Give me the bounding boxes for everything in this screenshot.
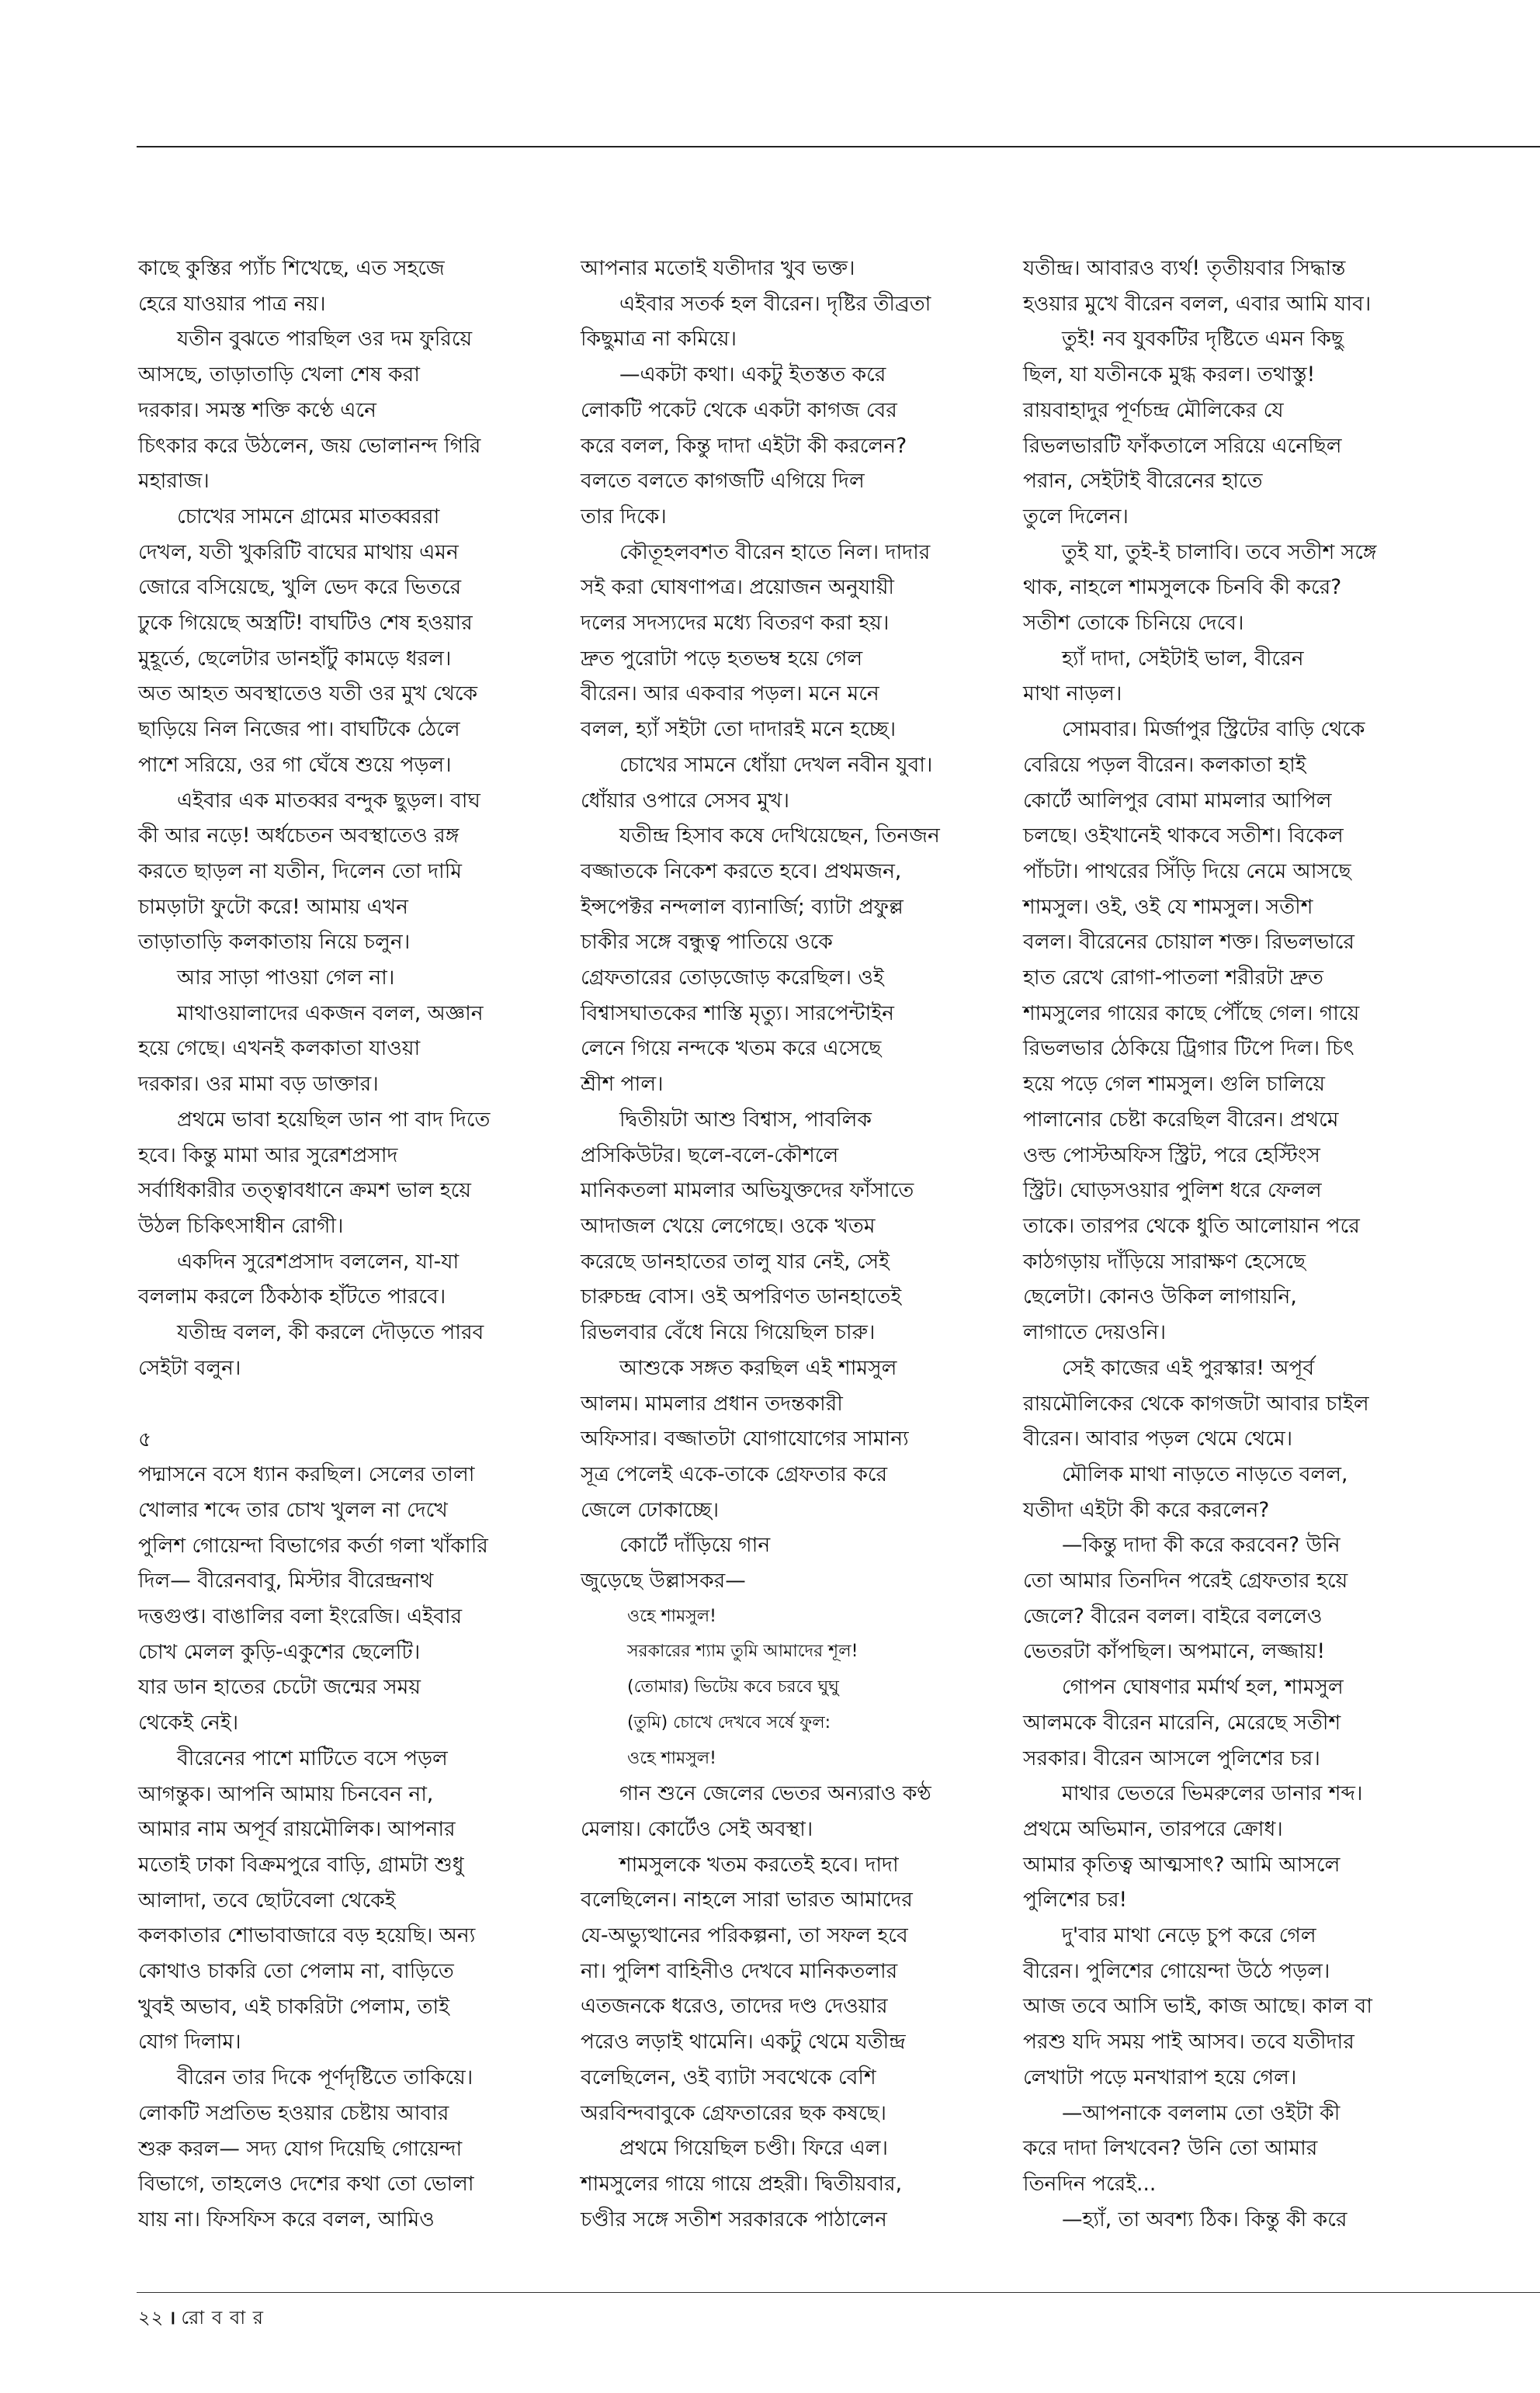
text-line: বজ্জাতকে নিকেশ করতে হবে। প্রথমজন, xyxy=(581,858,902,883)
text-line: কিছুমাত্র না কমিয়ে। xyxy=(581,327,737,352)
text-line: ওল্ড পোস্টঅফিস স্ট্রিট, পরে হেস্টিংস xyxy=(1023,1143,1320,1167)
text-line: পুলিশ গোয়েন্দা বিভাগের কর্তা গলা খাঁকারি xyxy=(138,1533,488,1558)
text-line: খোলার শব্দে তার চোখ খুলল না দেখে xyxy=(138,1497,448,1522)
song-line: (তোমার) ভিটেয় কবে চরবে ঘুঘু xyxy=(627,1677,839,1698)
text-line: আমার নাম অপূর্ব রায়মৌলিক। আপনার xyxy=(138,1817,456,1842)
text-line: বিভাগে, তাহলেও দেশের কথা তো ভোলা xyxy=(138,2172,474,2197)
text-line: দ্রুত পুরোটা পড়ে হতভম্ব হয়ে গেল xyxy=(581,646,863,671)
song-line: (তুমি) চোখে দেখবে সর্ষে ফুল: xyxy=(627,1712,831,1732)
text-line: বললাম করলে ঠিকঠাক হাঁটতে পারবে। xyxy=(138,1285,446,1309)
text-line: অরবিন্দবাবুকে গ্রেফতারের ছক কষছে। xyxy=(581,2100,887,2125)
text-line: গান শুনে জেলের ভেতর অন্যরাও কণ্ঠ xyxy=(619,1781,931,1806)
text-line: হয়ে গেছে। এখনই কলকাতা যাওয়া xyxy=(138,1036,421,1061)
song-line: ওহে শামসুল! xyxy=(627,1748,716,1768)
text-line: বীরেন। আর একবার পড়ল। মনে মনে xyxy=(581,681,879,706)
text-line: যতীন বুঝতে পারছিল ওর দম ফুরিয়ে xyxy=(177,327,473,352)
text-line: কাছে কুস্তির প্যাঁচ শিখেছে, এত সহজে xyxy=(138,256,445,280)
text-column-1 xyxy=(138,251,557,2238)
text-line: প্রথমে ভাবা হয়েছিল ডান পা বাদ দিতে xyxy=(177,1107,491,1132)
song-line: ওহে শামসুল! xyxy=(627,1606,716,1626)
text-line: আলাদা, তবে ছোটবেলা থেকেই xyxy=(138,1888,396,1913)
text-line: খুবই অভাব, এই চাকরিটা পেলাম, তাই xyxy=(138,1994,450,2019)
text-line: ভেতরটা কাঁপছিল। অপমানে, লজ্জায়! xyxy=(1023,1639,1326,1664)
text-line: ছেলেটা। কোনও উকিল লাগায়নি, xyxy=(1023,1285,1297,1309)
magazine-name: রো ব বা র xyxy=(181,2307,264,2329)
text-line: মতোই ঢাকা বিক্রমপুরে বাড়ি, গ্রামটা শুধু xyxy=(138,1852,464,1877)
text-line: সেই কাজের এই পুরস্কার! অপূর্ব xyxy=(1062,1355,1315,1380)
song-line: সরকারের শ্যাম তুমি আমাদের শূল! xyxy=(627,1642,858,1662)
text-line: মেলায়। কোর্টেও সেই অবস্থা। xyxy=(581,1816,813,1841)
text-line: তো আমার তিনদিন পরেই গ্রেফতার হয়ে xyxy=(1023,1569,1348,1594)
text-line: সতীশ তোকে চিনিয়ে দেবে। xyxy=(1023,611,1244,636)
top-rule xyxy=(137,146,1540,147)
text-line: মৌলিক মাথা নাড়তে নাড়তে বলল, xyxy=(1062,1462,1348,1486)
text-line: শামসুলকে খতম করতেই হবে। দাদা xyxy=(619,1852,899,1877)
text-line: কলকাতার শোভাবাজারে বড় হয়েছি। অন্য xyxy=(138,1923,476,1948)
text-line: যোগ দিলাম। xyxy=(138,2030,241,2055)
text-line: তার দিকে। xyxy=(581,504,667,529)
text-line: —একটা কথা। একটু ইতস্তত করে xyxy=(619,362,886,387)
text-line: একদিন সুরেশপ্রসাদ বললেন, যা-যা xyxy=(177,1249,460,1274)
text-line: সরকার। বীরেন আসলে পুলিশের চর। xyxy=(1023,1746,1320,1770)
text-line: মাথাওয়ালাদের একজন বলল, অজ্ঞান xyxy=(177,1001,484,1025)
text-line: দ্বিতীয়টা আশু বিশ্বাস, পাবলিক xyxy=(619,1107,872,1132)
text-line: আদাজল খেয়ে লেগেছে। ওকে খতম xyxy=(581,1213,876,1238)
text-line: আপনার মতোই যতীদার খুব ভক্ত। xyxy=(581,256,855,280)
text-line: গোপন ঘোষণার মর্মার্থ হল, শামসুল xyxy=(1062,1675,1344,1700)
text-line: হাত রেখে রোগা-পাতলা শরীরটা দ্রুত xyxy=(1023,966,1323,990)
text-line: সূত্র পেলেই একে-তাকে গ্রেফতার করে xyxy=(581,1462,888,1486)
text-line: ইন্সপেক্টর নন্দলাল ব্যানার্জি; ব্যাটা প্রফুল্ল xyxy=(581,894,904,919)
text-line: পাশে সরিয়ে, ওর গা ঘেঁষে শুয়ে পড়ল। xyxy=(138,752,452,777)
text-line: দু'বার মাথা নেড়ে চুপ করে গেল xyxy=(1062,1923,1316,1948)
text-line: আলম। মামলার প্রধান তদন্তকারী xyxy=(581,1391,843,1416)
footer-separator: । xyxy=(168,2307,177,2329)
text-line: বীরেন। আবার পড়ল থেমে থেমে। xyxy=(1023,1427,1293,1451)
text-line: পদ্মাসনে বসে ধ্যান করছিল। সেলের তালা xyxy=(138,1462,475,1487)
text-line: মাথার ভেতরে ভিমরুলের ডানার শব্দ। xyxy=(1062,1781,1363,1806)
text-line: রিভলভার ঠেকিয়ে ট্রিগার টিপে দিল। চিৎ xyxy=(1023,1036,1354,1061)
text-line: দরকার। সমস্ত শক্তি কণ্ঠে এনে xyxy=(138,397,376,422)
text-line: তাড়াতাড়ি কলকাতায় নিয়ে চলুন। xyxy=(138,930,411,955)
text-line: বলল, হ্যাঁ সইটা তো দাদারই মনে হচ্ছে। xyxy=(581,717,897,742)
text-line: তাকে। তারপর থেকে ধুতি আলোয়ান পরে xyxy=(1023,1213,1360,1238)
text-line: বীরেনের পাশে মাটিতে বসে পড়ল xyxy=(177,1746,448,1770)
text-line: হ্যাঁ দাদা, সেইটাই ভাল, বীরেন xyxy=(1062,646,1304,671)
text-line: প্রসিকিউটর। ছলে-বলে-কৌশলে xyxy=(581,1143,839,1167)
text-line: চোখ মেলল কুড়ি-একুশের ছেলেটি। xyxy=(138,1639,421,1664)
text-line: জেলে? বীরেন বলল। বাইরে বললেও xyxy=(1023,1604,1323,1628)
text-line: পুলিশের চর! xyxy=(1023,1888,1128,1913)
text-line: অফিসার। বজ্জাতটা যোগাযোগের সামান্য xyxy=(581,1427,909,1451)
text-line: হওয়ার মুখে বীরেন বলল, এবার আমি যাব। xyxy=(1023,291,1372,316)
text-line: মহারাজ। xyxy=(138,469,210,494)
text-line: বলেছিলেন, ওই ব্যাটা সবথেকে বেশি xyxy=(581,2065,876,2090)
text-line: সোমবার। মির্জাপুর স্ট্রিটের বাড়ি থেকে xyxy=(1062,717,1365,742)
text-line: করে বলল, কিন্তু দাদা এইটা কী করলেন? xyxy=(581,433,907,458)
text-line: মাথা নাড়ল। xyxy=(1023,681,1122,706)
text-line: অত আহত অবস্থাতেও যতী ওর মুখ থেকে xyxy=(138,681,478,706)
text-line: তিনদিন পরেই... xyxy=(1023,2171,1157,2196)
text-line: এতজনকে ধরেও, তাদের দণ্ড দেওয়ার xyxy=(581,1994,888,2019)
text-line: শামসুলের গায়ের কাছে পৌঁছে গেল। গায়ে xyxy=(1023,1001,1360,1025)
text-line: মানিকতলা মামলার অভিযুক্তদের ফাঁসাতে xyxy=(581,1178,914,1203)
text-line: চামড়াটা ফুটো করে! আমায় এখন xyxy=(138,894,408,919)
text-line: কী আর নড়ে! অর্ধচেতন অবস্থাতেও রঙ্গ xyxy=(138,824,460,848)
text-line: জুড়েছে উল্লাসকর— xyxy=(581,1569,746,1594)
text-line: বেরিয়ে পড়ল বীরেন। কলকাতা হাই xyxy=(1023,752,1306,777)
text-line: থাক, নাহলে শামসুলকে চিনবি কী করে? xyxy=(1023,575,1342,600)
text-line: সর্বাধিকারীর তত্ত্বাবধানে ক্রমশ ভাল হয়ে xyxy=(138,1178,471,1203)
text-line: হয়ে পড়ে গেল শামসুল। গুলি চালিয়ে xyxy=(1023,1072,1325,1097)
text-line: বলতে বলতে কাগজটি এগিয়ে দিল xyxy=(581,469,865,494)
text-column-3 xyxy=(1023,251,1442,2237)
text-line: দলের সদস্যদের মধ্যে বিতরণ করা হয়। xyxy=(581,611,890,636)
text-line: তুলে দিলেন। xyxy=(1023,504,1129,529)
text-line: সেইটা বলুন। xyxy=(138,1355,241,1380)
text-line: জোরে বসিয়েছে, খুলি ভেদ করে ভিতরে xyxy=(138,575,462,600)
text-line: ছাড়িয়ে নিল নিজের পা। বাঘটিকে ঠেলে xyxy=(138,717,460,742)
text-line: যতীন্দ্র বলল, কী করলে দৌড়তে পারব xyxy=(177,1320,484,1345)
text-line: পাঁচটা। পাথরের সিঁড়ি দিয়ে নেমে আসছে xyxy=(1023,858,1351,883)
text-line: আমার কৃতিত্ব আত্মসাৎ? আমি আসলে xyxy=(1023,1852,1341,1877)
text-line: চাকীর সঙ্গে বন্ধুত্ব পাতিয়ে ওকে xyxy=(581,930,833,955)
text-line: কাঠগড়ায় দাঁড়িয়ে সারাক্ষণ হেসেছে xyxy=(1023,1249,1306,1274)
text-line: কোর্টে আলিপুর বোমা মামলার আপিল xyxy=(1023,788,1332,813)
text-line: উঠল চিকিৎসাধীন রোগী। xyxy=(138,1213,344,1238)
text-line: যায় না। ফিসফিস করে বলল, আমিও xyxy=(138,2207,435,2232)
text-line: চিৎকার করে উঠলেন, জয় ভোলানন্দ গিরি xyxy=(138,433,481,458)
text-line: তুই যা, তুই-ই চালাবি। তবে সতীশ সঙ্গে xyxy=(1062,539,1377,564)
text-line: স্ট্রিট। ঘোড়সওয়ার পুলিশ ধরে ফেলল xyxy=(1023,1178,1322,1203)
text-line: চলছে। ওইখানেই থাকবে সতীশ। বিকেল xyxy=(1023,824,1344,848)
text-line: ধোঁয়ার ওপারে সেসব মুখ। xyxy=(581,788,789,813)
text-line: কোথাও চাকরি তো পেলাম না, বাড়িতে xyxy=(138,1959,454,1984)
text-line: বলেছিলেন। নাহলে সারা ভারত আমাদের xyxy=(581,1888,913,1913)
text-line: আশুকে সঙ্গত করছিল এই শামসুল xyxy=(619,1355,897,1380)
text-line: করে দাদা লিখবেন? উনি তো আমার xyxy=(1023,2136,1318,2161)
text-line: হেরে যাওয়ার পাত্র নয়। xyxy=(138,291,326,316)
page-number: ২২ xyxy=(138,2307,165,2329)
text-line: —আপনাকে বললাম তো ওইটা কী xyxy=(1062,2100,1341,2125)
text-line: শামসুলের গায়ে গায়ে প্রহরী। দ্বিতীয়বার, xyxy=(581,2171,903,2196)
text-line: লোকটি পকেট থেকে একটা কাগজ বের xyxy=(581,397,897,422)
text-line: হবে। কিন্তু মামা আর সুরেশপ্রসাদ xyxy=(138,1143,398,1167)
text-line: শ্রীশ পাল। xyxy=(581,1072,664,1097)
text-line: রায়মৌলিকের থেকে কাগজটা আবার চাইল xyxy=(1023,1391,1369,1416)
text-line: শুরু করল— সদ্য যোগ দিয়েছি গোয়েন্দা xyxy=(138,2136,463,2161)
text-line: ঢুকে গিয়েছে অস্ত্রটি! বাঘটিও শেষ হওয়ার xyxy=(138,611,473,636)
text-line: তুই! নব যুবকটির দৃষ্টিতে এমন কিছু xyxy=(1062,327,1344,352)
text-line: না। পুলিশ বাহিনীও দেখবে মানিকতলার xyxy=(581,1958,898,1983)
text-line: লাগাতে দেয়ওনি। xyxy=(1023,1320,1167,1345)
text-line: চণ্ডীর সঙ্গে সতীশ সরকারকে পাঠালেন xyxy=(581,2207,887,2232)
text-line: করতে ছাড়ল না যতীন, দিলেন তো দামি xyxy=(138,858,463,883)
text-line: যতীন্দ্র হিসাব কষে দেখিয়েছেন, তিনজন xyxy=(619,824,940,848)
text-line: জেলে ঢোকাচ্ছে। xyxy=(581,1497,720,1522)
text-line: চোখের সামনে গ্রামের মাতব্বররা xyxy=(177,504,440,529)
text-line: চোখের সামনে ধোঁয়া দেখল নবীন যুবা। xyxy=(619,752,933,777)
text-line: —কিন্তু দাদা কী করে করবেন? উনি xyxy=(1062,1533,1341,1558)
text-line: যতীদা এইটা কী করে করলেন? xyxy=(1023,1497,1270,1522)
text-line: বিশ্বাসঘাতকের শাস্তি মৃত্যু। সারপেন্টাইন xyxy=(581,1001,894,1025)
text-line: দত্তগুপ্ত। বাঙালির বলা ইংরেজি। এইবার xyxy=(138,1604,463,1629)
text-line: বীরেন তার দিকে পূর্ণদৃষ্টিতে তাকিয়ে। xyxy=(177,2065,473,2090)
section-number: ৫ xyxy=(138,1427,152,1451)
text-line: শামসুল। ওই, ওই যে শামসুল। সতীশ xyxy=(1023,894,1313,919)
text-line: সই করা ঘোষণাপত্র। প্রয়োজন অনুযায়ী xyxy=(581,575,895,600)
text-line: গ্রেফতারের তোড়জোড় করেছিল। ওই xyxy=(581,966,884,990)
text-line: প্রথমে গিয়েছিল চণ্ডী। ফিরে এল। xyxy=(619,2136,888,2161)
text-line: বীরেন। পুলিশের গোয়েন্দা উঠে পড়ল। xyxy=(1023,1958,1330,1983)
text-line: লেনে গিয়ে নন্দকে খতম করে এসেছে xyxy=(581,1036,882,1061)
text-line: পরান, সেইটাই বীরেনের হাতে xyxy=(1023,469,1263,494)
page-footer xyxy=(138,2304,264,2335)
bottom-rule xyxy=(137,2292,1540,2293)
text-line: এইবার এক মাতব্বর বন্দুক ছুড়ল। বাঘ xyxy=(177,788,480,813)
text-line: মুহূর্তে, ছেলেটার ডানহাঁটু কামড়ে ধরল। xyxy=(138,646,452,671)
text-line: প্রথমে অভিমান, তারপরে ক্রোধ। xyxy=(1023,1816,1283,1841)
text-line: চারুচন্দ্র বোস। ওই অপরিণত ডানহাতেই xyxy=(581,1285,902,1309)
text-line: দরকার। ওর মামা বড় ডাক্তার। xyxy=(138,1072,379,1097)
text-line: আগন্তুক। আপনি আমায় চিনবেন না, xyxy=(138,1781,434,1806)
text-line: —হ্যাঁ, তা অবশ্য ঠিক। কিন্তু কী করে xyxy=(1062,2207,1348,2232)
text-line: দিল— বীরেনবাবু, মিস্টার বীরেন্দ্রনাথ xyxy=(138,1569,434,1594)
text-line: লেখাটা পড়ে মনখারাপ হয়ে গেল। xyxy=(1023,2065,1297,2090)
text-line: লোকটি সপ্রতিভ হওয়ার চেষ্টায় আবার xyxy=(138,2100,449,2125)
text-line: রায়বাহাদুর পূর্ণচন্দ্র মৌলিকের যে xyxy=(1023,397,1284,422)
text-column-2 xyxy=(581,251,1000,2237)
text-line: দেখল, যতী খুকরিটি বাঘের মাথায় এমন xyxy=(138,539,459,564)
text-line: পরশু যদি সময় পাই আসব। তবে যতীদার xyxy=(1023,2030,1354,2055)
text-line: আজ তবে আসি ভাই, কাজ আছে। কাল বা xyxy=(1023,1994,1372,2019)
text-line: আলমকে বীরেন মারেনি, মেরেছে সতীশ xyxy=(1023,1710,1341,1735)
text-line: আর সাড়া পাওয়া গেল না। xyxy=(177,966,395,990)
text-line: থেকেই নেই। xyxy=(138,1711,239,1736)
text-line: কোর্টে দাঁড়িয়ে গান xyxy=(619,1533,771,1558)
text-line: আসছে, তাড়াতাড়ি খেলা শেষ করা xyxy=(138,362,420,387)
text-line: পরেও লড়াই থামেনি। একটু থেমে যতীন্দ্র xyxy=(581,2030,906,2055)
text-line: কৌতূহলবশত বীরেন হাতে নিল। দাদার xyxy=(619,539,931,564)
text-line: বলল। বীরেনের চোয়াল শক্ত। রিভলভারে xyxy=(1023,930,1354,955)
text-line: যতীন্দ্র। আবারও ব্যর্থ! তৃতীয়বার সিদ্ধান্ত xyxy=(1023,256,1346,280)
text-line: রিভলবার বেঁধে নিয়ে গিয়েছিল চারু। xyxy=(581,1320,876,1345)
text-line: যে-অভ্যুত্থানের পরিকল্পনা, তা সফল হবে xyxy=(581,1923,908,1948)
text-line: রিভলভারটি ফাঁকতালে সরিয়ে এনেছিল xyxy=(1023,433,1342,458)
text-line: পালানোর চেষ্টা করেছিল বীরেন। প্রথমে xyxy=(1023,1107,1339,1132)
text-line: করেছে ডানহাতের তালু যার নেই, সেই xyxy=(581,1249,890,1274)
text-line: যার ডান হাতের চেটো জন্মের সময় xyxy=(138,1675,421,1700)
text-line: এইবার সতর্ক হল বীরেন। দৃষ্টির তীব্রতা xyxy=(619,291,931,316)
text-line: ছিল, যা যতীনকে মুগ্ধ করল। তথাস্তু! xyxy=(1023,362,1316,387)
